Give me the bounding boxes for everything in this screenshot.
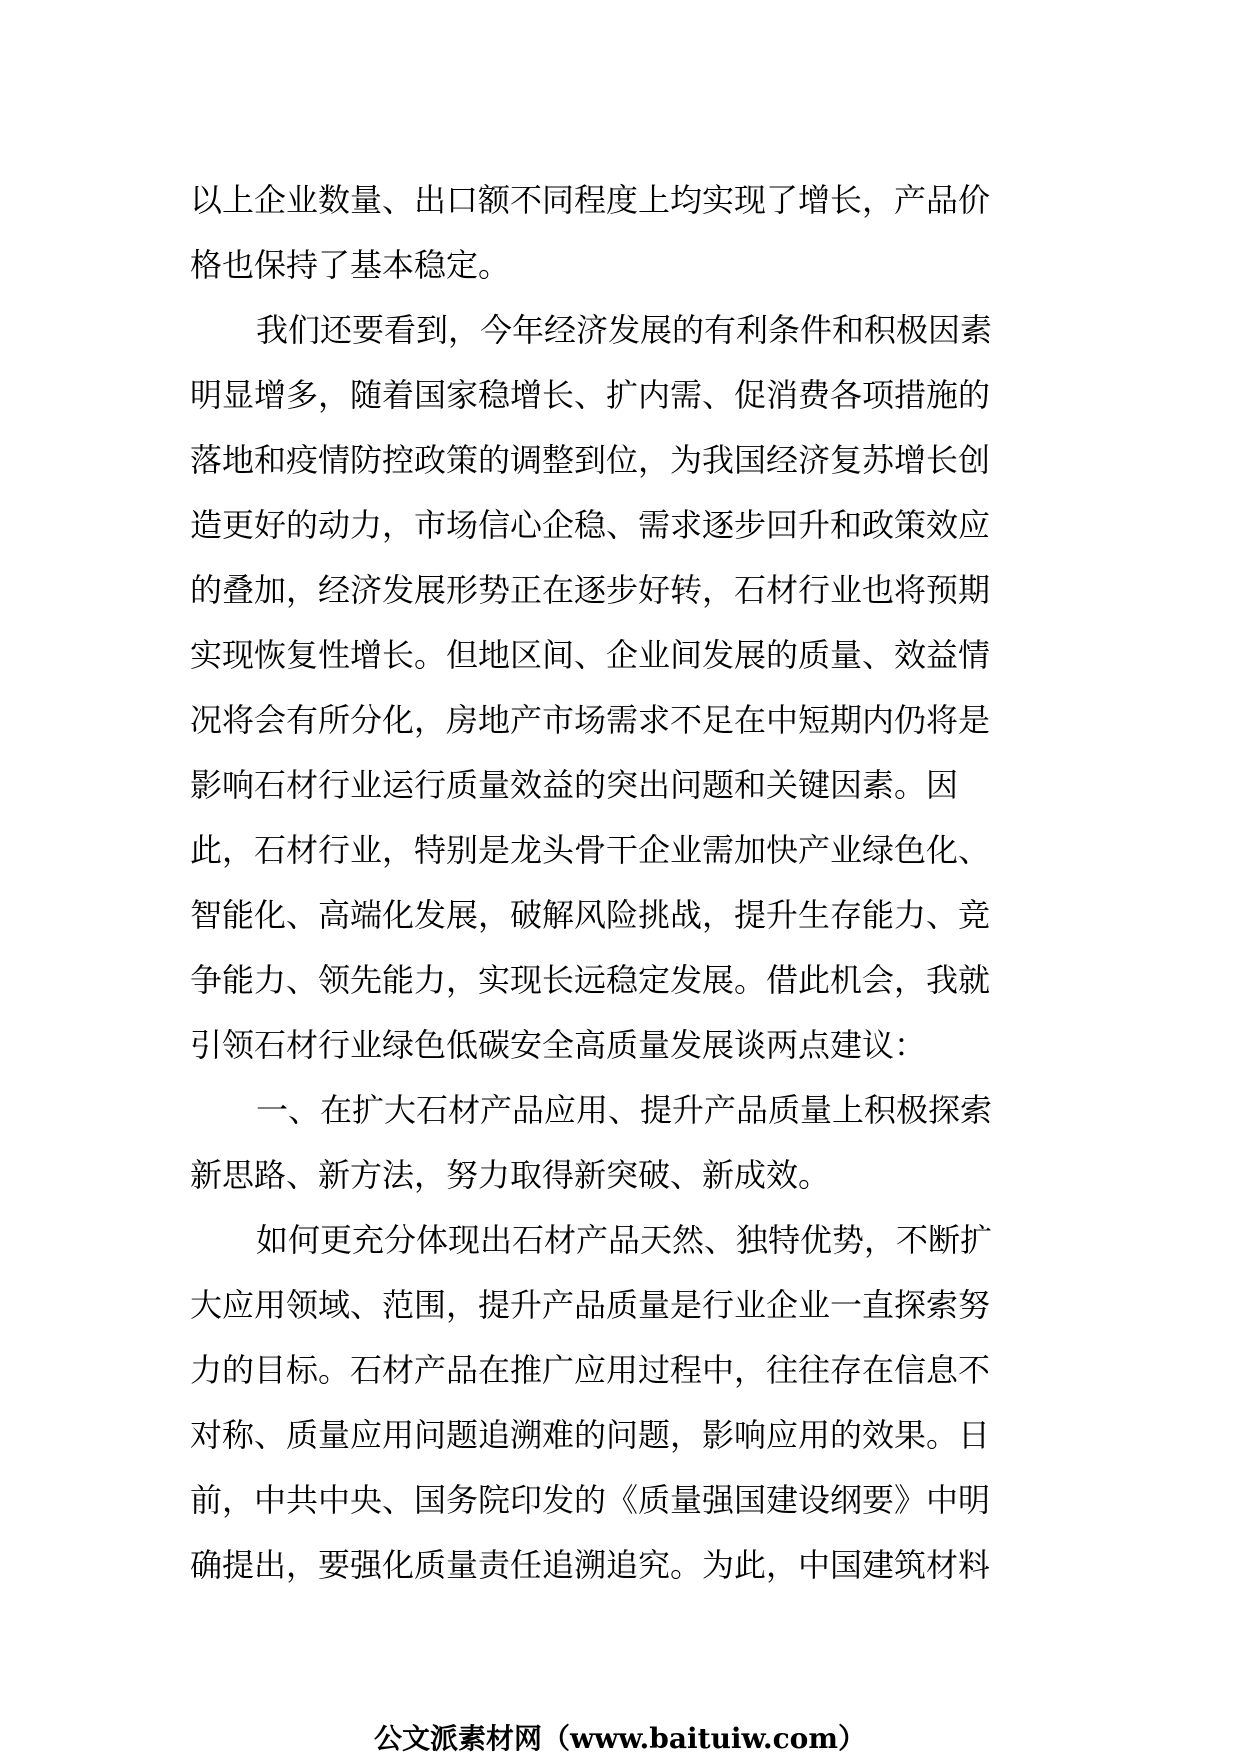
text-line: 大应用领域、范围，提升产品质量是行业企业一直探索努	[190, 1286, 991, 1324]
text-line: 明显增多，随着国家稳增长、扩内需、促消费各项措施的	[190, 376, 991, 414]
text-line: 争能力、领先能力，实现长远稳定发展。借此机会，我就	[190, 961, 991, 999]
text-line: 智能化、高端化发展，破解风险挑战，提升生存能力、竞	[190, 896, 991, 934]
section-heading-line: 一、在扩大石材产品应用、提升产品质量上积极探索	[256, 1091, 993, 1129]
paragraph-start-line: 如何更充分体现出石材产品天然、独特优势，不断扩	[256, 1221, 993, 1259]
text-line: 影响石材行业运行质量效益的突出问题和关键因素。因	[190, 766, 959, 804]
text-line: 实现恢复性增长。但地区间、企业间发展的质量、效益情	[190, 636, 991, 674]
text-line: 落地和疫情防控政策的调整到位，为我国经济复苏增长创	[190, 441, 991, 479]
text-line: 此，石材行业，特别是龙头骨干企业需加快产业绿色化、	[190, 831, 991, 869]
text-line: 造更好的动力，市场信心企稳、需求逐步回升和政策效应	[190, 506, 991, 544]
document-body	[190, 168, 1060, 1598]
footer-watermark: 公文派素材网（www.baituiw.com）	[374, 1722, 866, 1755]
section-heading-line: 新思路、新方法，努力取得新突破、新成效。	[190, 1156, 831, 1194]
text-line: 确提出，要强化质量责任追溯追究。为此，中国建筑材料	[190, 1546, 991, 1584]
text-line: 况将会有所分化，房地产市场需求不足在中短期内仍将是	[190, 701, 991, 739]
text-line: 的叠加，经济发展形势正在逐步好转，石材行业也将预期	[190, 571, 991, 609]
text-line: 对称、质量应用问题追溯难的问题，影响应用的效果。日	[190, 1416, 991, 1454]
text-line: 前，中共中央、国务院印发的《质量强国建设纲要》中明	[190, 1481, 991, 1519]
text-line: 力的目标。石材产品在推广应用过程中，往往存在信息不	[190, 1351, 991, 1389]
paragraph-start-line: 我们还要看到，今年经济发展的有利条件和积极因素	[256, 311, 993, 349]
text-line: 格也保持了基本稳定。	[190, 246, 511, 284]
text-line: 引领石材行业绿色低碳安全高质量发展谈两点建议：	[190, 1026, 927, 1064]
text-line: 以上企业数量、出口额不同程度上均实现了增长，产品价	[190, 181, 991, 219]
